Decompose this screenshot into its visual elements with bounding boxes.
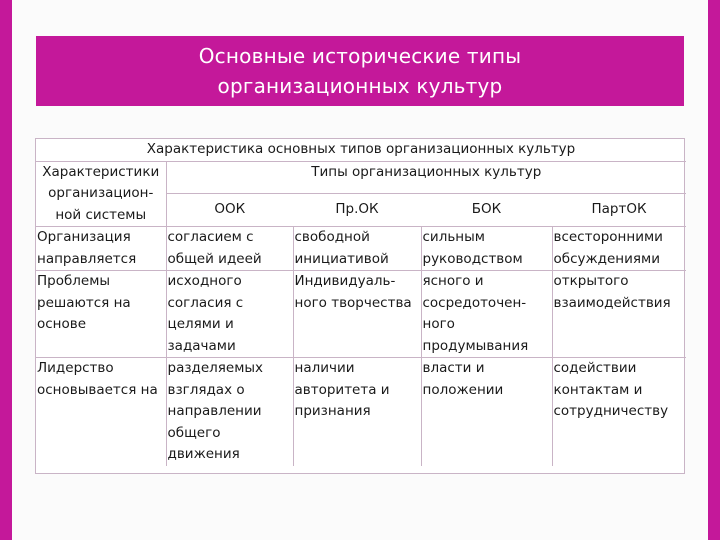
column-header-prok: Пр.ОК <box>335 201 379 218</box>
cell-line: положении <box>422 381 504 398</box>
table-cell <box>552 271 686 358</box>
cell-line: Проблемы <box>37 273 111 289</box>
table-cell <box>421 227 552 271</box>
cell-line: согласия с <box>167 294 244 311</box>
cell-line: авторитета и <box>294 381 390 398</box>
table-cell <box>421 271 552 358</box>
row-label <box>36 227 166 271</box>
cell-line: общей идеей <box>167 250 262 267</box>
cell-line: содействии <box>553 360 637 376</box>
cell-line: продумывания <box>422 337 529 354</box>
cell-line: контактам и <box>553 381 643 398</box>
cell-line: согласием с <box>167 229 254 245</box>
cell-line: руководством <box>422 250 523 267</box>
cell-line: свободной <box>294 229 370 245</box>
cell-line: обсуждениями <box>553 250 660 267</box>
table-caption: Характеристика основных типов организационных культур <box>36 139 686 161</box>
cell-line: наличии <box>294 360 355 376</box>
cell-line: основывается на <box>37 381 158 398</box>
cell-line: взглядах о <box>167 381 245 398</box>
column-header-bok: БОК <box>471 201 502 218</box>
cell-line: исходного <box>167 273 242 289</box>
table-cell <box>552 358 686 466</box>
cell-line: ясного и <box>422 273 484 289</box>
cell-line: ного <box>422 316 455 332</box>
cell-line: всесторонними <box>553 229 663 245</box>
row-header-line: ной системы <box>55 206 147 223</box>
row-label <box>36 271 166 358</box>
cell-line: основе <box>37 316 87 332</box>
cell-line: движения <box>167 446 240 462</box>
cell-line: направляется <box>37 250 137 267</box>
table-cell <box>293 358 421 466</box>
left-accent-bar <box>0 0 12 540</box>
table-cell <box>293 271 421 358</box>
cell-line: взаимодействия <box>553 294 671 311</box>
cell-line: общего <box>167 424 221 441</box>
cell-line: Лидерство <box>37 360 114 376</box>
cell-line: сотрудничеству <box>553 403 669 419</box>
cell-line: целями и <box>167 316 234 332</box>
column-header-ook: ООК <box>166 194 293 227</box>
table-cell <box>166 271 293 358</box>
cell-line: инициативой <box>294 250 389 267</box>
row-header-line: организацион- <box>48 185 154 201</box>
table-row <box>36 271 686 358</box>
cell-line: направлении <box>167 403 262 419</box>
culture-types-table <box>35 138 685 474</box>
table-header-row <box>36 161 686 194</box>
table-row <box>36 358 686 466</box>
cell-line: разделяемых <box>167 360 264 376</box>
cell-line: сильным <box>422 229 485 245</box>
cell-line: задачами <box>167 337 236 354</box>
table-cell <box>552 227 686 271</box>
slide-title-line-1: Основные исторические типы <box>198 44 522 68</box>
cell-line: ного творчества <box>294 294 412 311</box>
table-cell <box>166 227 293 271</box>
table-cell <box>293 227 421 271</box>
table-caption-row <box>36 139 686 161</box>
right-accent-bar <box>708 0 720 540</box>
types-header: Типы организационных культур <box>166 161 686 194</box>
table-cell <box>421 358 552 466</box>
cell-line: сосредоточен- <box>422 294 527 311</box>
table-row <box>36 227 686 271</box>
row-header-cell <box>36 161 166 227</box>
cell-line: открытого <box>553 273 629 289</box>
row-label <box>36 358 166 466</box>
title-banner <box>36 36 684 106</box>
cell-line: Организация <box>37 229 131 245</box>
slide-title-line-2: организационных культур <box>217 74 503 98</box>
row-header-line: Характеристики <box>42 163 160 180</box>
cell-line: Индивидуаль- <box>294 273 396 289</box>
column-header-partok: ПартОК <box>591 201 647 218</box>
cell-line: власти и <box>422 360 485 376</box>
cell-line: решаются на <box>37 294 131 311</box>
cell-line: признания <box>294 403 371 419</box>
table-cell <box>166 358 293 466</box>
